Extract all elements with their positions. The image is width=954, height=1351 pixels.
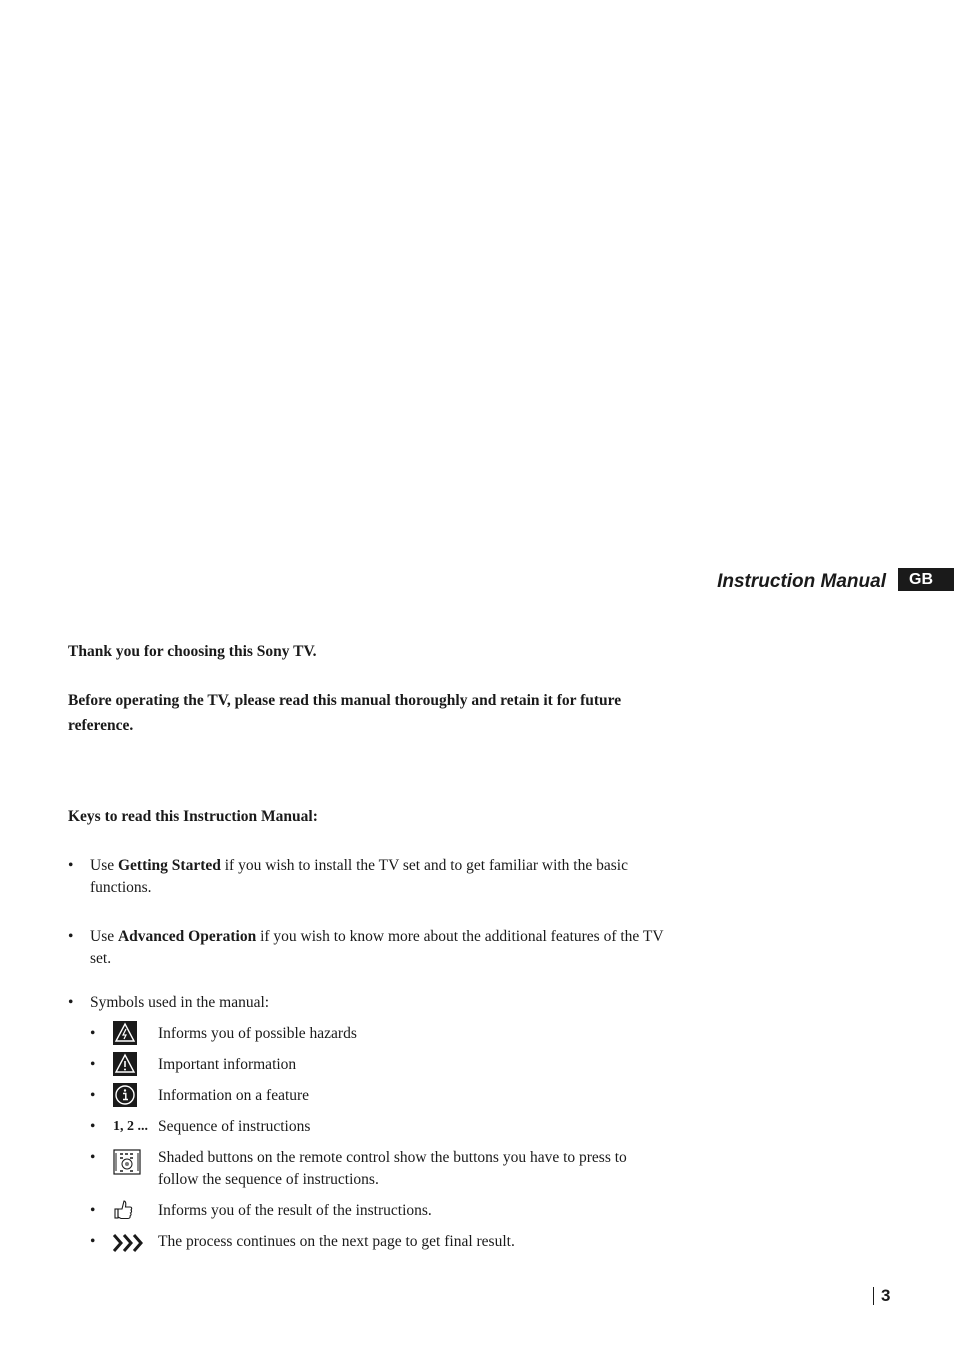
symbol-text: Shaded buttons on the remote control show the buttons you have to press to follow the sequence of instructions. (158, 1149, 627, 1188)
symbols-heading: Symbols used in the manual: (90, 994, 270, 1011)
sequence-label: 1, 2 ... (113, 1119, 148, 1134)
symbol-text: Sequence of instructions (158, 1118, 311, 1135)
keys-heading: Keys to read this Instruction Manual: (68, 808, 318, 825)
bullet-dot: • (90, 1025, 96, 1042)
before-operating-text: Before operating the TV, please read this manual thoroughly and retain it for future reference. (68, 692, 622, 734)
list-item (68, 992, 678, 1014)
bullet-dot: • (90, 1118, 96, 1135)
thanks-text: Thank you for choosing this Sony TV. (68, 643, 317, 660)
list-item-post: if you wish to know more about the additional features of the TV set. (90, 928, 664, 967)
list-item (68, 855, 678, 899)
important-info-icon (113, 1052, 139, 1076)
list-item-post: if you wish to install the TV set and to get familiar with the basic functions. (90, 857, 628, 896)
page-number: 3 (873, 1287, 890, 1305)
remote-control-icon (113, 1149, 139, 1173)
bullet-dot: • (90, 1233, 96, 1250)
bullet-dot: • (90, 1087, 96, 1104)
info-icon (113, 1083, 139, 1107)
list-item-text (90, 855, 678, 899)
hazard-warning-icon (113, 1021, 139, 1045)
continue-arrows-icon (113, 1233, 145, 1257)
bullet-dot: • (90, 1202, 96, 1219)
bullet-dot: • (68, 857, 74, 874)
language-tab: GB (898, 568, 954, 591)
symbol-item (90, 1116, 670, 1138)
symbol-item (90, 1231, 670, 1253)
symbol-item (90, 1023, 670, 1045)
list-item-pre: Use (90, 857, 118, 874)
thumbs-up-icon (113, 1198, 139, 1222)
bullet-dot: • (68, 928, 74, 945)
list-item (68, 926, 678, 970)
symbol-item (90, 1147, 670, 1191)
bullet-dot: • (68, 994, 74, 1011)
symbol-text: Information on a feature (158, 1087, 310, 1104)
bullet-dot: • (90, 1056, 96, 1073)
list-item-text (90, 926, 678, 970)
symbol-text: Informs you of possible hazards (158, 1025, 357, 1042)
bullet-dot: • (90, 1149, 96, 1166)
symbol-text: Informs you of the result of the instructions. (158, 1202, 432, 1219)
symbol-item (90, 1200, 670, 1222)
manual-title: Instruction Manual (717, 571, 886, 592)
getting-started-label: Getting Started (117, 857, 221, 874)
advanced-operation-label: Advanced Operation (117, 928, 257, 945)
symbol-text: The process continues on the next page to get final result. (158, 1233, 515, 1250)
symbol-item (90, 1054, 670, 1076)
symbol-item (90, 1085, 670, 1107)
list-item-pre: Use (90, 928, 118, 945)
symbol-text: Important information (158, 1056, 297, 1073)
